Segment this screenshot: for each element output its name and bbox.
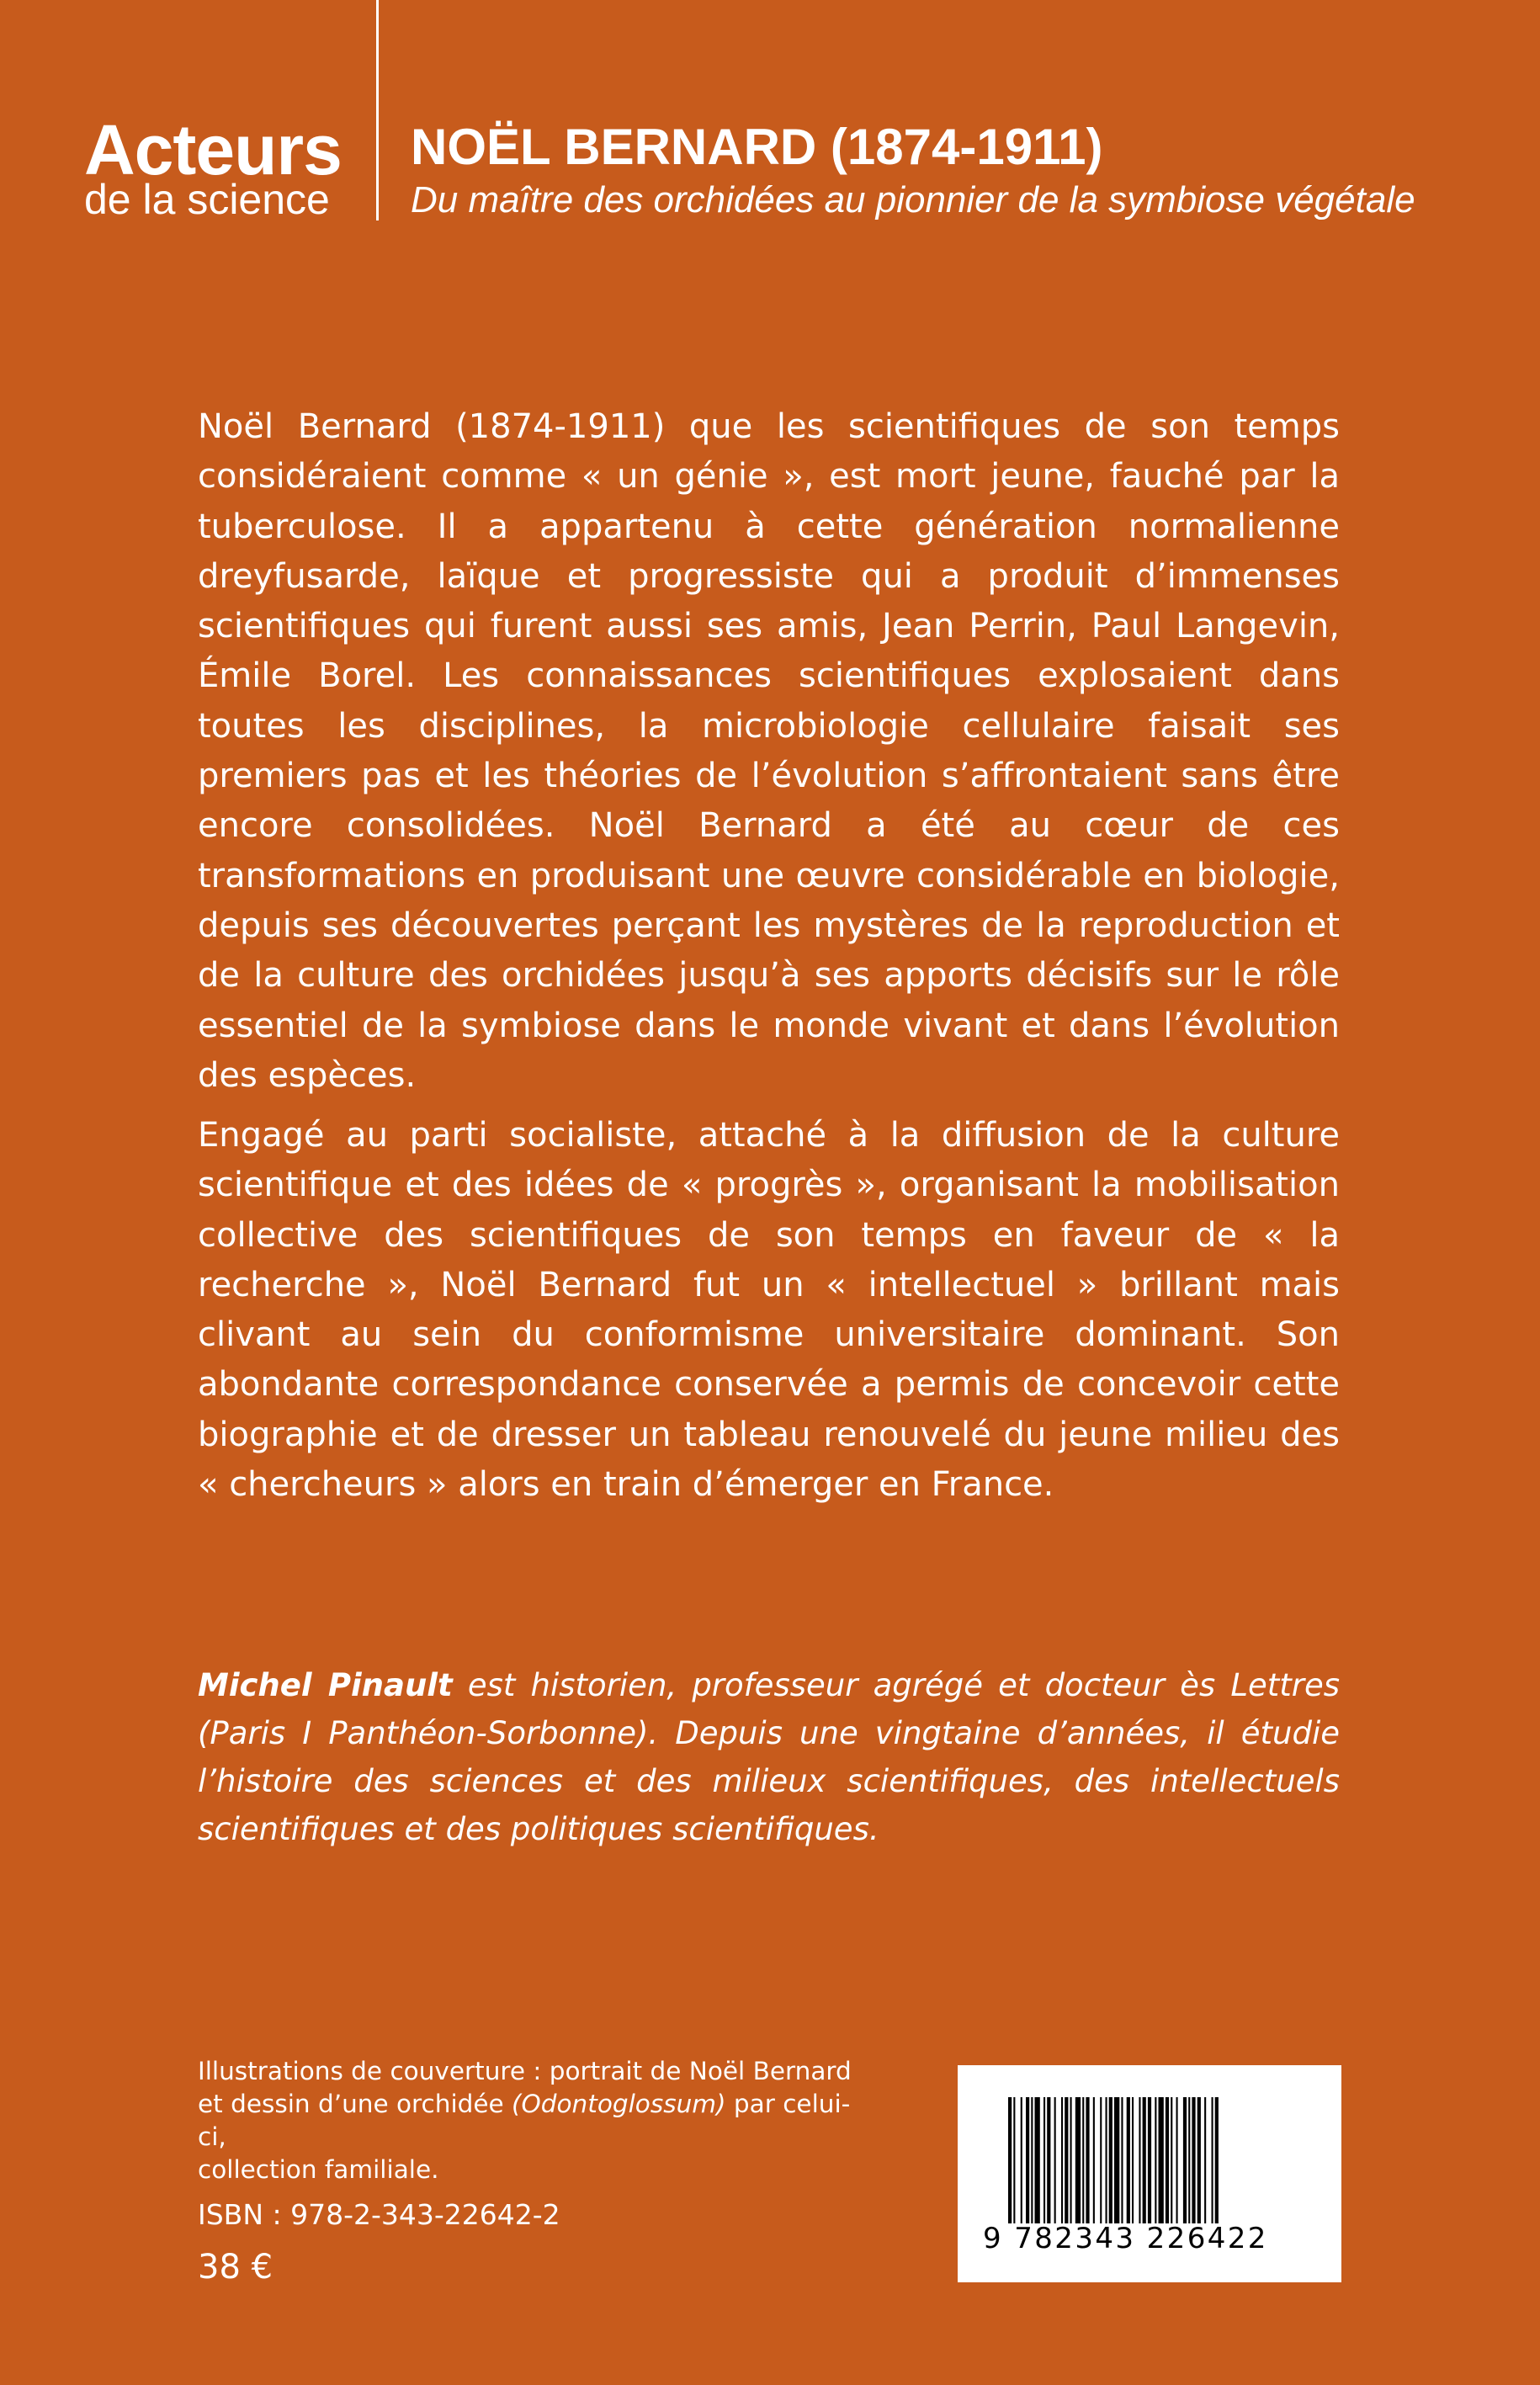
barcode-bar	[1035, 2097, 1040, 2223]
barcode-bar	[1171, 2097, 1172, 2223]
author-bio	[198, 1661, 1340, 1853]
author-name: Michel Pinault	[198, 1667, 453, 1703]
barcode-bar	[1204, 2097, 1206, 2223]
description-paragraph-2: Engagé au parti socialiste, attaché à la diffusion de la culture scientifique et des idées de « progrès », organisant la mobilisation collective des scientifiques de son temps en faveur de « la recherche », Noël Bernard fut un « intellectuel » brillant mais clivant au sein du conformisme universitaire dominant. Son abondante correspondance conservée a permis de concevoir cette biographie et de dresser un tableau renouvelé du jeune milieu des « chercheurs » alors en train d’émerger en France.	[198, 1116, 1340, 1505]
barcode-bar	[1143, 2097, 1146, 2223]
credits-line-2b: par celui-ci,	[198, 2090, 851, 2151]
cover-credits	[198, 2055, 871, 2186]
barcode	[958, 2065, 1341, 2282]
series-subtitle: de la science	[84, 176, 330, 223]
barcode-bar	[1106, 2097, 1107, 2223]
barcode-bar	[1054, 2097, 1056, 2223]
barcode-bar	[1139, 2097, 1140, 2223]
author-bio-text: est historien, professeur agrégé et docteur ès Lettres (Paris I Panthéon-Sorbonne). Depuis une vingtaine d’années, il étudie l’histoire des sciences et des milieux scientifiques, des intellectuels scientifiques et des politiques scientifiques.	[198, 1667, 1340, 1847]
barcode-bar	[1127, 2097, 1130, 2223]
barcode-bar	[1192, 2097, 1195, 2223]
series-title: Acteurs	[84, 110, 342, 189]
barcode-bar	[1008, 2097, 1012, 2223]
barcode-bar	[1100, 2097, 1102, 2223]
barcode-bar	[1148, 2097, 1151, 2223]
barcode-bar	[1159, 2097, 1164, 2223]
barcode-bar	[1197, 2097, 1201, 2223]
barcode-bar	[1043, 2097, 1045, 2223]
barcode-bar	[1082, 2097, 1084, 2223]
barcode-bar	[1121, 2097, 1123, 2223]
barcode-bar	[1183, 2097, 1187, 2223]
barcode-bar	[1212, 2097, 1213, 2223]
price: 38 €	[198, 2248, 273, 2287]
barcode-bar	[1075, 2097, 1081, 2223]
barcode-bar	[1188, 2097, 1190, 2223]
credits-line-2a: et dessin d’une orchidée	[198, 2090, 512, 2118]
header-divider	[376, 0, 379, 220]
barcode-bar	[1093, 2097, 1095, 2223]
description-paragraph-1: Noël Bernard (1874-1911) que les scientifiques de son temps considéraient comme « un génie », est mort jeune, fauché par la tuberculose. Il a appartenu à cette génération normalienne dreyfusarde, laïque et progressiste qui a produit d’immenses scientifiques qui furent aussi ses amis, Jean Perrin, Paul Langevin, Émile Borel. Les connaissances scientifiques explosaient dans toutes les disciplines, la microbiologie cellulaire faisait ses premiers pas et les théories de l’évolution s’affrontaient sans être encore consolidées. Noël Bernard a été au cœur de ces transformations en produisant une œuvre considérable en biologie, depuis ses découvertes perçant les mystères de la reproduction et de la culture des orchidées jusqu’à ses apports décisifs sur le rôle essentiel de la symbiose dans le monde vivant et dans l’évolution des espèces.	[198, 407, 1340, 1095]
barcode-bar	[1065, 2097, 1068, 2223]
barcode-bar	[1086, 2097, 1089, 2223]
barcode-bar	[1070, 2097, 1072, 2223]
credits-line-2-italic: (Odontoglossum)	[512, 2090, 726, 2118]
barcode-bar	[1109, 2097, 1113, 2223]
credits-line-3: collection familiale.	[198, 2155, 439, 2184]
barcode-bar	[1155, 2097, 1156, 2223]
credits-line-1: Illustrations de couverture : portrait de Noël Bernard	[198, 2057, 852, 2085]
book-title: NOËL BERNARD (1874-1911)	[411, 119, 1103, 175]
barcode-digits: 9 782343 226422	[983, 2222, 1268, 2255]
barcode-bar	[1031, 2097, 1033, 2223]
barcode-bar	[1026, 2097, 1029, 2223]
barcode-bar	[1132, 2097, 1134, 2223]
series-logo	[84, 110, 342, 223]
barcode-bar	[1114, 2097, 1119, 2223]
barcode-bar	[1061, 2097, 1063, 2223]
barcode-bar	[1021, 2097, 1022, 2223]
barcode-bar	[1215, 2097, 1219, 2223]
book-subtitle: Du maître des orchidées au pionnier de la symbiose végétale	[411, 179, 1415, 220]
barcode-bar	[1166, 2097, 1169, 2223]
barcode-bar	[1176, 2097, 1178, 2223]
isbn: ISBN : 978-2-343-22642-2	[198, 2198, 560, 2231]
barcode-bar	[1013, 2097, 1015, 2223]
barcode-bar	[1047, 2097, 1050, 2223]
book-header	[411, 118, 1415, 224]
barcode-bars	[1008, 2097, 1294, 2223]
